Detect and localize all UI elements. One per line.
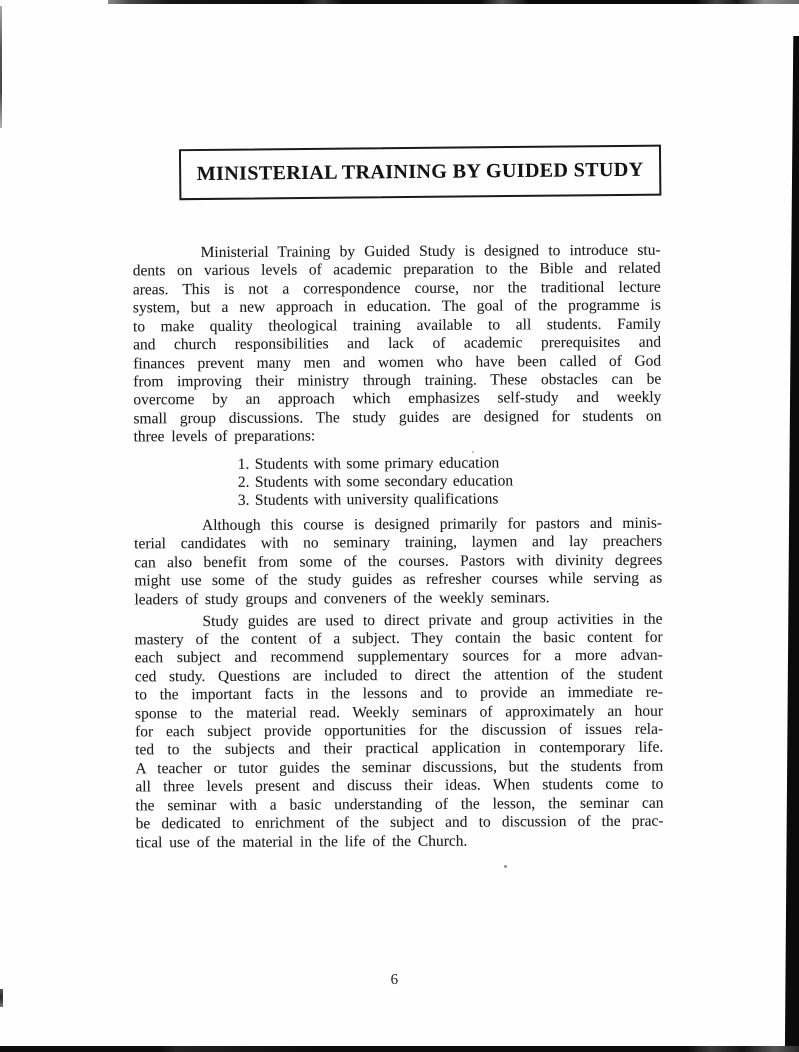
text-line: sponse to the material read. Weekly seminars of approximately an hour bbox=[134, 702, 664, 723]
text-line: all three levels present and discuss their ideas. When students come to bbox=[135, 775, 664, 796]
text-line: Study guides are used to direct private and group activities in the bbox=[202, 610, 663, 630]
text-line: ted to the subjects and their practical application in contemporary life. bbox=[135, 739, 664, 759]
text-line: overcome by an approach which emphasizes self-study and weekly bbox=[133, 389, 662, 409]
text-line: finances prevent many men and women who have been called of God bbox=[133, 352, 662, 372]
text-line: small group discussions. The study guides are designed for students on bbox=[133, 407, 662, 428]
text-line: 2. Students with some secondary education bbox=[237, 472, 514, 491]
chapter-title-box bbox=[179, 145, 661, 201]
text-line: Ministerial Training by Guided Study is designed to introduce stu- bbox=[200, 241, 661, 262]
text-line: and church responsibilities and lack of academic prerequisites and bbox=[133, 333, 662, 354]
text-line: each subject and recommend supplementary sources for a more advan- bbox=[134, 646, 663, 667]
text-line: the seminar with a basic understanding of the lesson, the seminar can bbox=[135, 794, 664, 815]
page-number: 6 bbox=[390, 972, 399, 989]
text-line: can also benefit from some of the courses. Pastors with divinity degrees bbox=[134, 551, 663, 572]
text-line: areas. This is not a correspondence course, nor the traditional lecture bbox=[132, 278, 661, 299]
text-line: for each subject provide opportunities for the discussion of issues rela- bbox=[135, 720, 664, 741]
paragraph-audience bbox=[134, 515, 662, 610]
text-line: mastery of the content of a subject. They contain the basic content for bbox=[134, 628, 663, 649]
paragraph-intro bbox=[133, 242, 662, 447]
text-line: three levels of preparations: bbox=[133, 427, 316, 446]
text-line: from improving their ministry through training. These obstacles can be bbox=[133, 370, 662, 391]
text-line: tical use of the material in the life of the Church. bbox=[135, 832, 468, 851]
text-line: 1. Students with some primary education bbox=[237, 454, 500, 473]
text-line: might use some of the study guides as refresher courses while serving as bbox=[134, 569, 663, 590]
paragraph-study-guides bbox=[134, 610, 663, 852]
text-line: to the important facts in the lessons and to provide an immediate re- bbox=[134, 683, 663, 704]
text-line: leaders of study groups and conveners of the weekly seminars. bbox=[134, 588, 550, 608]
page-title: MINISTERIAL TRAINING BY GUIDED STUDY bbox=[196, 158, 644, 186]
text-line: ced study. Questions are included to direct the attention of the student bbox=[134, 665, 663, 686]
text-line: 3. Students with university qualifications bbox=[237, 490, 499, 510]
text-line: Although this course is designed primarily for pastors and minis- bbox=[201, 514, 663, 534]
text-line: system, but a new approach in education. The goal of the programme is bbox=[132, 296, 661, 317]
text-line: A teacher or tutor guides the seminar discussions, but the students from bbox=[135, 757, 664, 778]
text-line: be dedicated to enrichment of the subject and to discussion of the prac- bbox=[135, 812, 664, 833]
text-line: dents on various levels of academic preparation to the Bible and related bbox=[132, 260, 661, 280]
text-line: terial candidates with no seminary training, laymen and lay preachers bbox=[134, 532, 663, 553]
text-line: to make quality theological training available to all students. Family bbox=[132, 315, 662, 336]
student-levels-list bbox=[134, 453, 662, 511]
body-text bbox=[133, 242, 664, 853]
